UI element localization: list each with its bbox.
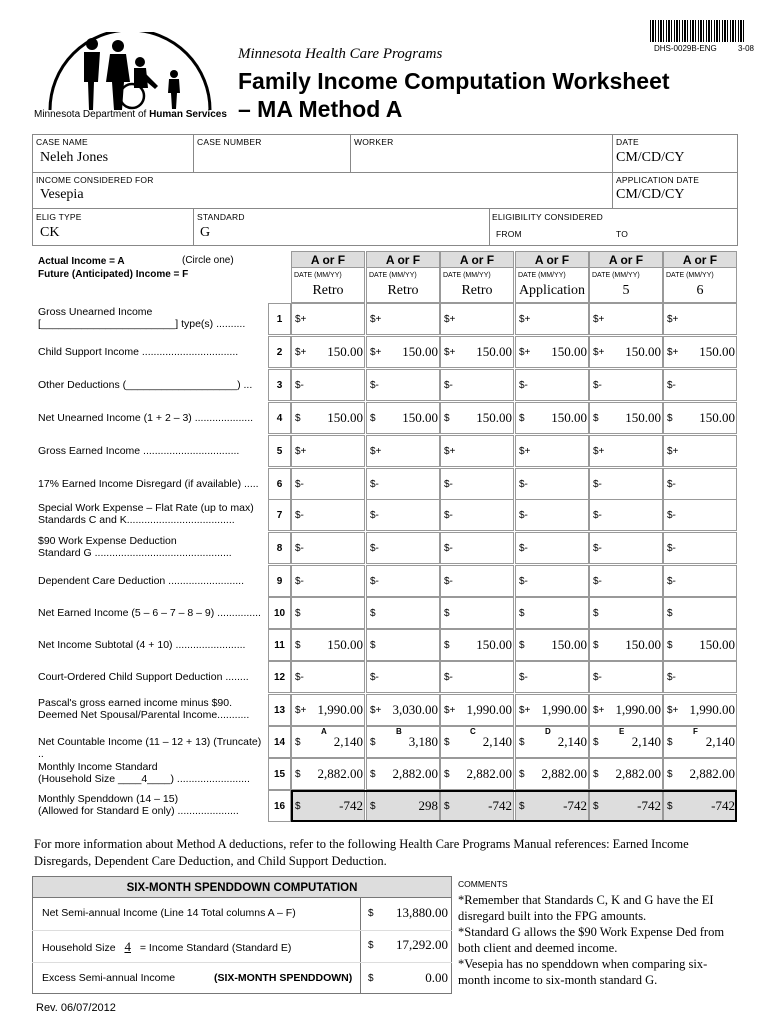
row-label: Net Earned Income (5 – 6 – 7 – 8 – 9) ............... (38, 607, 261, 619)
cell-value: 150.00 (327, 637, 363, 652)
cell-value: 150.00 (625, 410, 661, 425)
dollar-sign: $ (368, 940, 374, 951)
excess-semiannual-label: Excess Semi-annual Income (42, 972, 176, 984)
cell-value: 150.00 (625, 344, 661, 359)
cell-prefix: $- (295, 479, 304, 490)
cell-prefix: $ (519, 608, 525, 619)
comments-field[interactable]: *Remember that Standards C, K and G have the EI disregard built into the FPG amounts. *Standard G allows the $90 Work Expense Ded from both client and deemed income. *Vesepia has no spenddown when comparing six-month income to six-month standard G. (458, 893, 725, 987)
cell-value: 150.00 (699, 637, 735, 652)
cell-prefix: $ (370, 737, 376, 748)
row-label: Net Countable Income (11 – 12 + 13) (Truncate) .. (38, 736, 262, 760)
row-label: Dependent Care Deduction .......................... (38, 575, 245, 587)
cell-value: 3,180 (408, 734, 438, 749)
row-number: 1 (268, 303, 291, 335)
cell-prefix: $ (295, 737, 301, 748)
cell-prefix: $ (593, 801, 599, 812)
row-number: 2 (268, 336, 291, 368)
cell-value: 3,030.00 (392, 702, 438, 717)
row-number: 5 (268, 435, 291, 467)
cell-prefix: $- (295, 543, 304, 554)
column-date-label: DATE (MM/YY) (592, 272, 640, 279)
cell-prefix: $ (667, 801, 673, 812)
cell-prefix: $- (370, 510, 379, 521)
column-date-label: DATE (MM/YY) (518, 272, 566, 279)
cell-prefix: $- (295, 510, 304, 521)
dept-name: Minnesota Department of Human Services (34, 109, 227, 120)
cell-prefix: $ (519, 640, 525, 651)
cell-prefix: $+ (593, 347, 605, 358)
row-number: 8 (268, 532, 291, 564)
cell-prefix: $ (370, 801, 376, 812)
row-label: Net Income Subtotal (4 + 10) ........................ (38, 639, 246, 651)
cell-prefix: $ (667, 640, 673, 651)
cell-value: 2,882.00 (317, 766, 363, 781)
table-cell[interactable] (440, 597, 514, 629)
cell-prefix: $ (593, 640, 599, 651)
cell-prefix: $ (370, 640, 376, 651)
cell-value: 1,990.00 (541, 702, 587, 717)
cell-value: -742 (563, 798, 587, 813)
column-date-label: DATE (MM/YY) (369, 272, 417, 279)
cell-prefix: $- (593, 510, 602, 521)
cell-prefix: $- (593, 543, 602, 554)
cell-prefix: $ (519, 769, 525, 780)
row-label: Special Work Expense – Flat Rate (up to max) Standards C and K..................................... (38, 502, 254, 526)
cell-prefix: $ (444, 608, 450, 619)
cell-value: 2,882.00 (615, 766, 661, 781)
column-date-field[interactable]: Application (518, 283, 586, 298)
column-date-field[interactable]: Retro (461, 283, 493, 298)
cell-value: 150.00 (402, 344, 438, 359)
cell-value: 150.00 (402, 410, 438, 425)
eligibility-considered-label: ELIGIBILITY CONSIDERED (492, 212, 603, 222)
cell-value: 150.00 (551, 637, 587, 652)
a-or-f-selector[interactable]: A or F (366, 251, 440, 268)
a-or-f-selector[interactable]: A or F (440, 251, 514, 268)
cell-value: 2,882.00 (392, 766, 438, 781)
row-number: 15 (268, 758, 291, 790)
six-month-vline (360, 898, 361, 994)
application-date-label: APPLICATION DATE (616, 175, 700, 185)
cell-prefix: $ (667, 413, 673, 424)
cell-prefix: $- (667, 380, 676, 391)
cell-prefix: $- (667, 479, 676, 490)
row-label: Court-Ordered Child Support Deduction ........ (38, 671, 249, 683)
cell-prefix: $ (519, 801, 525, 812)
cell-prefix: $+ (519, 446, 531, 457)
cell-prefix: $+ (667, 446, 679, 457)
row-label: Gross Earned Income ................................. (38, 445, 240, 457)
cell-prefix: $- (295, 672, 304, 683)
table-cell[interactable] (589, 597, 663, 629)
cell-value: 150.00 (551, 410, 587, 425)
cell-value: -742 (711, 798, 735, 813)
table-cell[interactable] (366, 597, 440, 629)
cell-prefix: $+ (444, 347, 456, 358)
cell-prefix: $- (370, 479, 379, 490)
cell-prefix: $ (667, 608, 673, 619)
page-title: Family Income Computation Worksheet (238, 68, 670, 94)
household-size-field[interactable]: 4 (124, 939, 131, 954)
net-semiannual-value[interactable]: 13,880.00 (396, 905, 448, 920)
column-date-field[interactable]: Retro (312, 283, 344, 298)
cell-value: 150.00 (327, 410, 363, 425)
elig-type-field[interactable]: CK (40, 225, 60, 240)
cell-prefix: $ (593, 413, 599, 424)
cell-value: 150.00 (699, 410, 735, 425)
cell-value: 1,990.00 (317, 702, 363, 717)
cell-prefix: $+ (519, 314, 531, 325)
table-cell[interactable] (663, 597, 737, 629)
row-number: 6 (268, 468, 291, 500)
a-or-f-selector[interactable]: A or F (589, 251, 663, 268)
row-number: 16 (268, 790, 291, 822)
from-label: FROM (496, 229, 522, 239)
cell-value: 1,990.00 (466, 702, 512, 717)
cell-prefix: $- (593, 672, 602, 683)
cell-prefix: $ (370, 608, 376, 619)
column-date-label: DATE (MM/YY) (666, 272, 714, 279)
cell-prefix: $- (370, 672, 379, 683)
cell-prefix: $+ (593, 705, 605, 716)
worker-label: WORKER (354, 137, 394, 147)
cell-prefix: $+ (444, 705, 456, 716)
row-label: $90 Work Expense Deduction Standard G ............................................... (38, 535, 232, 559)
column-date-field[interactable]: 6 (696, 283, 704, 298)
cell-prefix: $- (444, 380, 453, 391)
case-number-label: CASE NUMBER (197, 137, 262, 147)
income-standard-value[interactable]: 17,292.00 (396, 937, 448, 952)
cell-prefix: $- (444, 576, 453, 587)
form-number: DHS-0029B-ENG (654, 44, 717, 53)
cell-prefix: $+ (295, 347, 307, 358)
cell-prefix: $+ (295, 446, 307, 457)
cell-prefix: $ (444, 769, 450, 780)
a-or-f-selector[interactable]: A or F (663, 251, 737, 268)
cell-prefix: $- (593, 479, 602, 490)
table-cell[interactable] (515, 597, 589, 629)
cell-prefix: $ (444, 640, 450, 651)
cell-value: -742 (637, 798, 661, 813)
cell-value: 150.00 (476, 344, 512, 359)
program-name: Minnesota Health Care Programs (238, 46, 443, 62)
row-label: 17% Earned Income Disregard (if available) ..... (38, 478, 259, 490)
cell-prefix: $+ (370, 347, 382, 358)
reference-note: For more information about Method A deductions, refer to the following Health Care Programs Manual references: Earned Income Disregards, Dependent Care Deduction, and Child Support Deduction. (34, 837, 689, 868)
cell-prefix: $- (370, 380, 379, 391)
cell-prefix: $ (593, 769, 599, 780)
row-number: 12 (268, 661, 291, 693)
cell-value: 2,140 (333, 734, 363, 749)
comments-label: COMMENTS (458, 879, 508, 889)
cell-prefix: $ (593, 737, 599, 748)
column-letter: C (470, 727, 476, 736)
spenddown-value[interactable]: 0.00 (425, 970, 448, 985)
cell-prefix: $- (667, 576, 676, 587)
household-size-label: Household Size 4 = Income Standard (Standard E) (42, 939, 292, 954)
table-cell[interactable] (291, 597, 365, 629)
cell-prefix: $- (444, 543, 453, 554)
cell-prefix: $ (295, 608, 301, 619)
income-legend: Actual Income = A Future (Anticipated) Income = F (38, 256, 189, 280)
elig-type-label: ELIG TYPE (36, 212, 82, 222)
cell-prefix: $+ (667, 347, 679, 358)
cell-prefix: $ (444, 801, 450, 812)
table-cell[interactable] (366, 629, 440, 661)
cell-prefix: $ (370, 413, 376, 424)
cell-value: 150.00 (625, 637, 661, 652)
cell-prefix: $ (295, 413, 301, 424)
row-number: 4 (268, 402, 291, 434)
cell-prefix: $- (519, 380, 528, 391)
cell-value: 2,882.00 (689, 766, 735, 781)
row-label: Other Deductions (___________________) ... (38, 379, 253, 391)
cell-prefix: $ (667, 769, 673, 780)
cell-prefix: $- (519, 510, 528, 521)
cell-prefix: $+ (593, 314, 605, 325)
cell-value: 150.00 (327, 344, 363, 359)
cell-prefix: $- (370, 576, 379, 587)
cell-prefix: $ (593, 608, 599, 619)
cell-value: 150.00 (476, 410, 512, 425)
cell-prefix: $+ (667, 705, 679, 716)
row-label: Gross Unearned Income [_______________________] type(s) .......... (38, 306, 246, 330)
cell-prefix: $- (667, 510, 676, 521)
row-number: 10 (268, 597, 291, 629)
cell-prefix: $+ (370, 314, 382, 325)
cell-value: 298 (418, 798, 438, 813)
six-month-spenddown-label: (SIX-MONTH SPENDDOWN) (214, 972, 353, 984)
cell-value: 2,140 (705, 734, 735, 749)
cell-prefix: $- (444, 510, 453, 521)
row-number: 11 (268, 629, 291, 661)
cell-prefix: $+ (444, 446, 456, 457)
date-field[interactable]: CM/CD/CY (616, 150, 685, 165)
six-month-title: SIX-MONTH SPENDDOWN COMPUTATION (32, 876, 452, 898)
a-or-f-selector[interactable]: A or F (515, 251, 589, 268)
income-considered-label: INCOME CONSIDERED FOR (36, 175, 154, 185)
cell-prefix: $ (444, 737, 450, 748)
income-considered-field[interactable]: Vesepia (40, 187, 84, 202)
cell-value: 150.00 (551, 344, 587, 359)
cell-prefix: $+ (593, 446, 605, 457)
row-label: Net Unearned Income (1 + 2 – 3) .................... (38, 412, 254, 424)
net-semiannual-label: Net Semi-annual Income (Line 14 Total columns A – F) (42, 907, 296, 919)
cell-prefix: $- (667, 543, 676, 554)
standard-label: STANDARD (197, 212, 245, 222)
cell-value: 2,140 (482, 734, 512, 749)
revision-date: Rev. 06/07/2012 (36, 1002, 116, 1014)
cell-prefix: $ (444, 413, 450, 424)
cell-prefix: $- (519, 576, 528, 587)
row-number: 3 (268, 369, 291, 401)
row-label: Monthly Income Standard (Household Size ____4____) ......................... (38, 761, 250, 785)
page-subtitle: – MA Method A (238, 96, 403, 122)
cell-prefix: $ (295, 769, 301, 780)
cell-prefix: $ (295, 801, 301, 812)
cell-prefix: $ (295, 640, 301, 651)
row-label: Pascal's gross earned income minus $90. Deemed Net Spousal/Parental Income........... (38, 697, 250, 721)
column-letter: F (693, 727, 698, 736)
cell-prefix: $- (444, 479, 453, 490)
cell-prefix: $ (519, 737, 525, 748)
row-number: 9 (268, 565, 291, 597)
column-date-label: DATE (MM/YY) (443, 272, 491, 279)
cell-prefix: $- (295, 576, 304, 587)
dollar-sign: $ (368, 973, 374, 984)
column-letter: E (619, 727, 625, 736)
cell-value: 1,990.00 (689, 702, 735, 717)
row-number: 13 (268, 694, 291, 726)
cell-prefix: $- (295, 380, 304, 391)
cell-prefix: $- (370, 543, 379, 554)
dollar-sign: $ (368, 908, 374, 919)
cell-value: 2,140 (557, 734, 587, 749)
cell-prefix: $+ (519, 347, 531, 358)
cell-prefix: $ (519, 413, 525, 424)
form-date: 3-08 (737, 44, 754, 53)
cell-prefix: $ (667, 737, 673, 748)
case-name-field[interactable]: Neleh Jones (40, 150, 109, 165)
cell-prefix: $- (519, 479, 528, 490)
application-date-field[interactable]: CM/CD/CY (616, 187, 685, 202)
column-letter: B (396, 727, 402, 736)
cell-value: -742 (339, 798, 363, 813)
cell-value: 150.00 (699, 344, 735, 359)
column-date-field[interactable]: 5 (622, 283, 630, 298)
cell-prefix: $- (519, 672, 528, 683)
date-label: DATE (616, 137, 639, 147)
cell-prefix: $+ (519, 705, 531, 716)
row-number: 7 (268, 499, 291, 531)
cell-value: 1,990.00 (615, 702, 661, 717)
row-number: 14 (268, 726, 291, 758)
six-month-divider-2 (32, 962, 452, 963)
cell-value: 150.00 (476, 637, 512, 652)
cell-prefix: $- (519, 543, 528, 554)
column-date-label: DATE (MM/YY) (294, 272, 342, 279)
cell-prefix: $- (593, 576, 602, 587)
cell-prefix: $- (667, 672, 676, 683)
a-or-f-selector[interactable]: A or F (291, 251, 365, 268)
column-letter: A (321, 727, 327, 736)
six-month-divider-1 (32, 930, 452, 931)
case-name-label: CASE NAME (36, 137, 88, 147)
cell-prefix: $+ (667, 314, 679, 325)
column-date-field[interactable]: Retro (387, 283, 419, 298)
row-label: Child Support Income ................................. (38, 346, 239, 358)
cell-prefix: $ (370, 769, 376, 780)
column-letter: D (545, 727, 551, 736)
circle-one-note: (Circle one) (182, 255, 234, 266)
cell-prefix: $+ (444, 314, 456, 325)
cell-prefix: $+ (370, 705, 382, 716)
standard-field[interactable]: G (200, 225, 211, 240)
cell-prefix: $- (444, 672, 453, 683)
cell-prefix: $+ (295, 705, 307, 716)
cell-value: 2,882.00 (466, 766, 512, 781)
cell-value: 2,140 (631, 734, 661, 749)
cell-prefix: $+ (370, 446, 382, 457)
cell-value: -742 (488, 798, 512, 813)
to-label: TO (616, 229, 629, 239)
row-label: Monthly Spenddown (14 – 15) (Allowed for Standard E only) ..................... (38, 793, 239, 817)
cell-prefix: $- (593, 380, 602, 391)
cell-prefix: $+ (295, 314, 307, 325)
cell-value: 2,882.00 (541, 766, 587, 781)
